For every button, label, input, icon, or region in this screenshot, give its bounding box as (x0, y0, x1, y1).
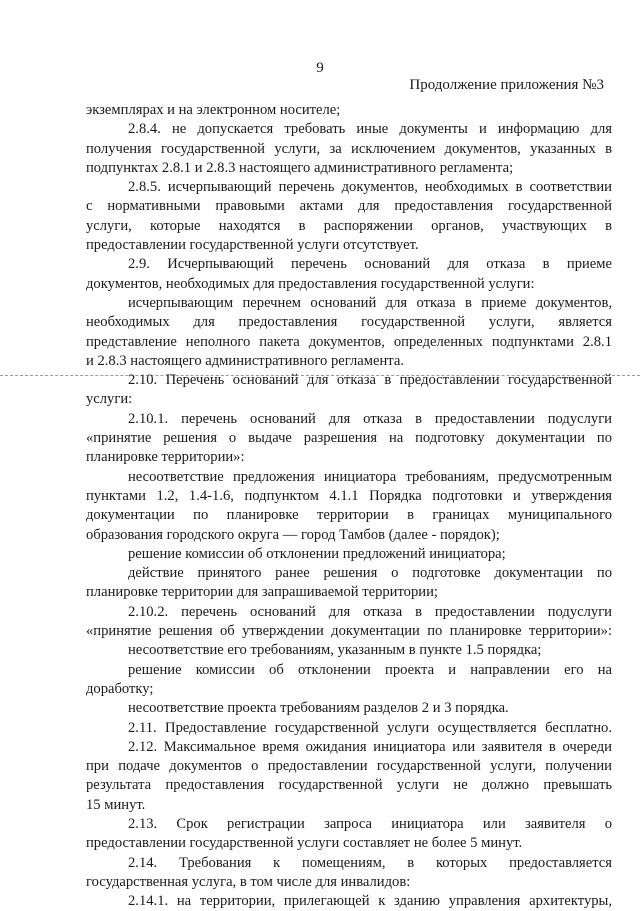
text-line: решение комиссии об отклонении проекта и направлении его на (128, 661, 612, 678)
text-line: результата предоставления государственной услуги не должно превышать (86, 777, 612, 794)
text-line: необходимых для предоставления государственной услуги, является (86, 314, 612, 331)
text-line: доработку; (86, 680, 154, 697)
text-line: пунктами 1.2, 1.4-1.6, подпунктом 4.1.1 Порядка подготовки и утверждения (86, 487, 612, 504)
text-line: «принятие решения об утверждении документации по планировке территории»: (86, 623, 612, 640)
text-line: подпунктах 2.8.1 и 2.8.3 настоящего административного регламента; (86, 159, 514, 176)
text-line: государственная услуга, в том числе для инвалидов: (86, 873, 411, 890)
text-line: 2.11. Предоставление государственной услуги осуществляется бесплатно. (128, 719, 612, 736)
text-line: 2.10.2. перечень оснований для отказа в предоставлении подуслуги (128, 603, 612, 620)
text-line: 2.13. Срок регистрации запроса инициатора или заявителя о (128, 815, 612, 832)
text-line: и 2.8.3 настоящего административного регламента. (86, 352, 404, 369)
text-line: 2.8.5. исчерпывающий перечень документов, необходимых в соответствии (128, 179, 612, 196)
text-line: экземплярах и на электронном носителе; (86, 102, 341, 118)
text-line: исчерпывающим перечнем оснований для отказа в приеме документов, (128, 294, 612, 311)
text-line: 2.9. Исчерпывающий перечень оснований для отказа в приеме (128, 256, 612, 273)
text-line: представление неполного пакета документов, определенных подпунктами 2.8.1 (86, 333, 612, 350)
text-line: документации по планировке территории в границах муниципального (86, 507, 612, 524)
text-line: получения государственной услуги, за исключением документов, указанных в (86, 140, 612, 157)
text-line: 2.10. Перечень оснований для отказа в предоставлении государственной (128, 372, 612, 389)
text-line: планировке территории для запрашиваемой территории; (86, 584, 438, 601)
text-line: документов, необходимых для предоставления государственной услуги: (86, 275, 535, 292)
text-line: планировке территории»: (86, 449, 245, 466)
text-line: 2.10.1. перечень оснований для отказа в предоставлении подуслуги (128, 410, 612, 427)
text-line: 2.8.4. не допускается требовать иные документы и информацию для (128, 121, 612, 138)
text-line: 15 минут. (86, 796, 146, 813)
text-line: при подаче документов о предоставлении государственной услуги, получении (86, 758, 612, 775)
page-number: 9 (316, 60, 324, 76)
text-line: действие принятого ранее решения о подготовке документации по (128, 565, 612, 582)
text-line: услуги, которые находятся в распоряжении органов, участвующих в (86, 217, 612, 234)
text-line: услуги: (86, 391, 133, 408)
text-line: предоставлении государственной услуги составляет не более 5 минут. (86, 835, 523, 852)
text-line: предоставлении государственной услуги отсутствует. (86, 237, 419, 254)
document-body (86, 101, 612, 911)
text-line: несоответствие предложения инициатора требованиям, предусмотренным (128, 468, 612, 485)
text-line: образования городского округа — город Тамбов (далее - порядок); (86, 526, 500, 543)
text-line: 2.14.1. на территории, прилегающей к зданию управления архитектуры, (128, 893, 612, 910)
text-line: несоответствие его требованиям, указанным в пункте 1.5 порядка; (128, 642, 542, 659)
text-line: «принятие решения о выдаче разрешения на подготовку документации по (86, 430, 612, 447)
text-line: с нормативными правовыми актами для предоставления государственной (86, 198, 612, 215)
text-line: несоответствие проекта требованиям разделов 2 и 3 порядка. (128, 700, 509, 717)
text-line: 2.14. Требования к помещениям, в которых предоставляется (128, 854, 612, 871)
text-line: решение комиссии об отклонении предложений инициатора; (128, 545, 506, 562)
text-line: 2.12. Максимальное время ожидания инициатора или заявителя в очереди (128, 738, 612, 755)
continuation-header: Продолжение приложения №3 (409, 77, 604, 93)
